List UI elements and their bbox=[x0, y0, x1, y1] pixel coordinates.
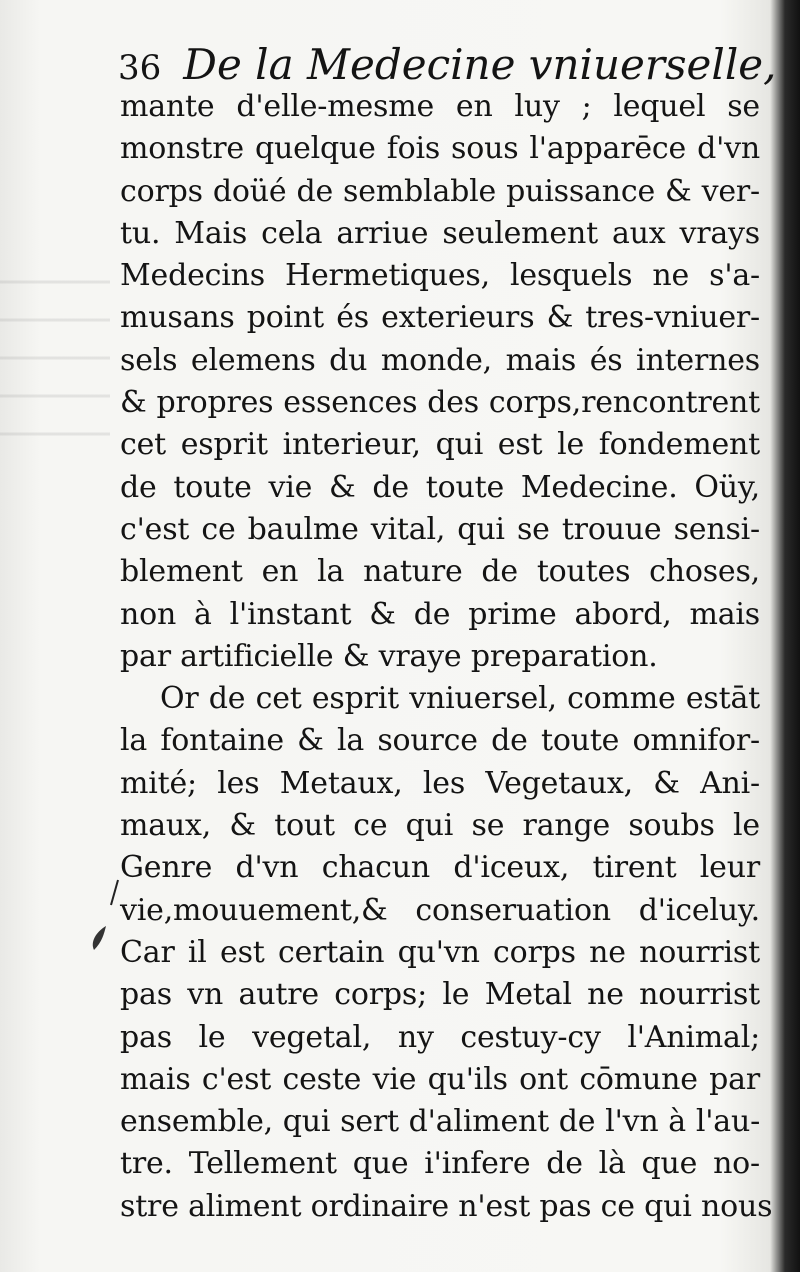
text-line: mais c'est ceste vie qu'ils ont cōmune par bbox=[120, 1061, 760, 1097]
text-line: blement en la nature de toutes choses, bbox=[120, 554, 760, 590]
text-line: & propres essences des corps,rencontrent bbox=[120, 385, 760, 421]
show-through-bleed bbox=[0, 250, 110, 470]
text-line: maux, & tout ce qui se range soubs le bbox=[120, 808, 760, 844]
text-line: tre. Tellement que i'infere de là que no- bbox=[120, 1146, 760, 1182]
text-line: Medecins Hermetiques, lesquels ne s'a- bbox=[120, 258, 760, 294]
text-line: musans point és exterieurs & tres-vniuer- bbox=[120, 300, 760, 336]
text-line: de toute vie & de toute Medecine. Oüy, bbox=[120, 469, 760, 505]
body-text bbox=[120, 86, 773, 1228]
text-line: par artificielle & vraye preparation. bbox=[120, 638, 658, 674]
text-line: la fontaine & la source de toute omnifor- bbox=[120, 723, 760, 759]
text-line: c'est ce baulme vital, qui se trouue sensi- bbox=[120, 511, 760, 547]
text-line: Genre d'vn chacun d'iceux, tirent leur bbox=[120, 850, 760, 886]
text-line: corps doüé de semblable puissance & ver- bbox=[120, 173, 760, 209]
text-line: vie,mouuement,& conseruation d'iceluy. bbox=[120, 892, 760, 928]
text-line: mante d'elle-mesme en luy ; lequel se bbox=[120, 89, 760, 124]
ink-blot-icon bbox=[88, 924, 110, 952]
text-line: monstre quelque fois sous l'apparēce d'vn bbox=[120, 131, 760, 167]
text-line: stre aliment ordinaire n'est pas ce qui nous bbox=[120, 1188, 773, 1224]
text-line: tu. Mais cela arriue seulement aux vrays bbox=[120, 215, 760, 251]
text-line: Car il est certain qu'vn corps ne nourrist bbox=[120, 934, 760, 970]
text-line: pas le vegetal, ny cestuy-cy l'Animal; bbox=[120, 1019, 760, 1055]
text-line: ensemble, qui sert d'aliment de l'vn à l'au- bbox=[120, 1104, 760, 1140]
text-line: cet esprit interieur, qui est le fondement bbox=[120, 427, 760, 463]
text-line: pas vn autre corps; le Metal ne nourrist bbox=[120, 977, 760, 1013]
running-title: De la Medecine vniuerselle, bbox=[183, 40, 777, 89]
margin-pencil-mark-icon bbox=[108, 878, 120, 908]
text-line: mité; les Metaux, les Vegetaux, & Ani- bbox=[120, 765, 760, 801]
text-line: Or de cet esprit vniuersel, comme estāt bbox=[160, 681, 760, 717]
text-line: sels elemens du monde, mais és internes bbox=[120, 342, 760, 378]
page-number: 36 bbox=[118, 48, 162, 88]
text-line: non à l'instant & de prime abord, mais bbox=[120, 596, 760, 632]
